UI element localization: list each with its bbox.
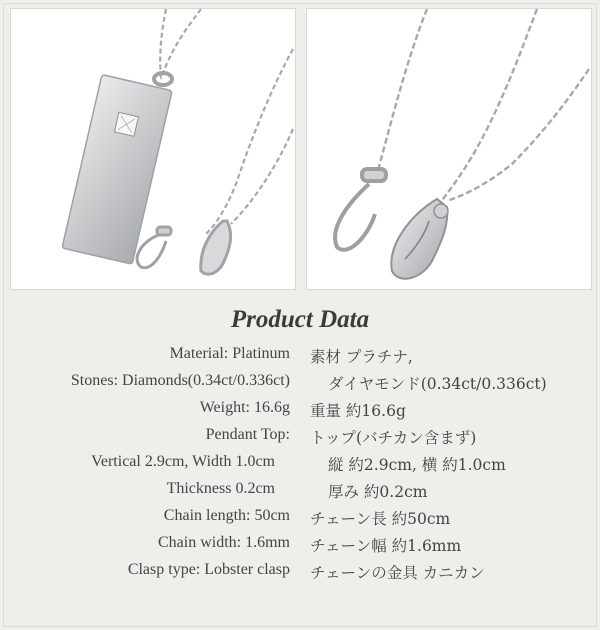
lobster-clasp [391,199,448,279]
spec-label-en: Stones: Diamonds(0.34ct/0.336ct) [70,372,290,389]
pendant-illustration [11,9,295,289]
spec-label-jp: 厚み 約0.2cm [328,483,428,501]
spec-label-jp: ダイヤモンド(0.34ct/0.336ct) [328,375,547,393]
spec-label-jp: トップ(バチカン含まず) [310,429,477,447]
spec-label-jp: チェーンの金具 カニカン [310,564,485,582]
bail [154,73,172,85]
spec-row [0,423,600,450]
spec-label-en: Thickness 0.2cm [166,480,275,497]
clasp-small [137,221,231,274]
clasp-illustration [307,9,591,289]
spec-label-en: Clasp type: Lobster clasp [127,561,290,578]
spec-row [0,369,600,396]
spec-label-jp: 素材 プラチナ, [310,348,413,366]
chain-strand [377,9,589,209]
spec-label-en: Weight: 16.6g [199,399,290,416]
spec-row [0,504,600,531]
spec-row [0,558,600,585]
clasp-ring [335,169,386,250]
spec-label-jp: 重量 約16.6g [310,402,406,420]
chain-strand [160,9,293,234]
spec-label-en: Pendant Top: [205,426,290,443]
spec-label-jp: チェーン幅 約1.6mm [310,537,462,555]
section-title: Product Data [230,306,370,333]
spec-row [0,477,600,504]
spec-label-en: Material: Platinum [169,345,290,362]
spec-row [0,450,600,477]
spec-label-en: Chain width: 1.6mm [158,534,290,551]
spec-table [0,342,600,585]
spec-label-jp: チェーン長 約50cm [310,510,451,528]
spec-row [0,342,600,369]
spec-row [0,531,600,558]
clasp-photo [306,8,592,290]
spec-label-en: Vertical 2.9cm, Width 1.0cm [91,453,275,470]
spec-row [0,396,600,423]
spec-label-en: Chain length: 50cm [163,507,290,524]
pendant-photo [10,8,296,290]
spec-label-jp: 縦 約2.9cm, 横 約1.0cm [328,456,506,474]
